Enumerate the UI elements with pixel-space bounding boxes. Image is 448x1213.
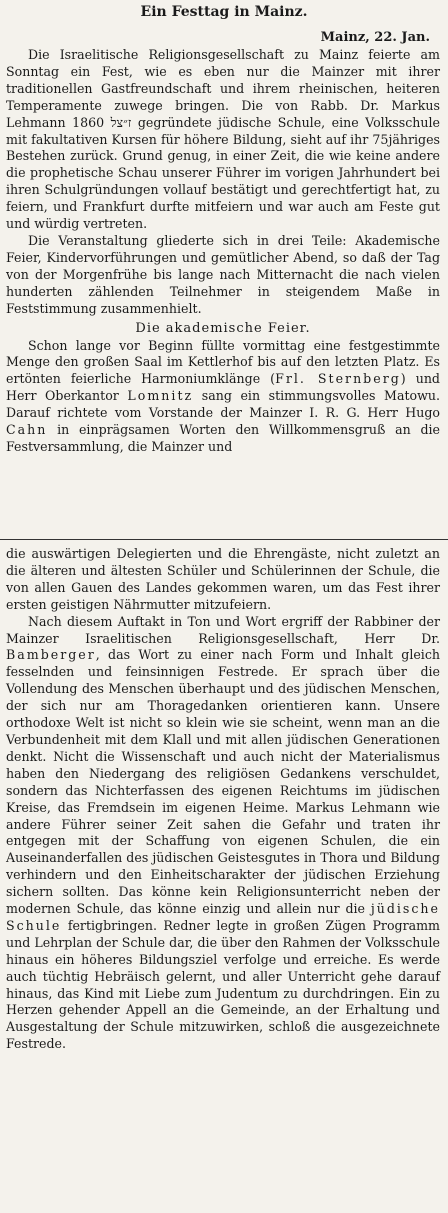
text-run: Nach diesem Auftakt in Ton und Wort ergriff der Rabbiner der Mainzer Israelitischen Religionsgesellschaft, Herr Dr. bbox=[6, 613, 440, 646]
person-name: Cahn bbox=[6, 422, 48, 438]
text-run: fertigbringen. Redner legte in großen Zügen Programm und Lehrplan der Schule dar, die über den Rahmen der Volksschule hinaus ein höheres Bildungsziel verfolge und erreiche. Es werde auch tüchtig Hebräisch gelernt, und aller Unterricht gehe darauf hinaus, das Kind mit Liebe zum Judentum zu durchdringen. Ein zu Herzen gehender Appell an die Gemeinde, an der Erhaltung und Ausgestaltung der Schule mitzuwirken, schloß die ausgezeichnete Festrede. bbox=[6, 917, 440, 1052]
column-divider bbox=[0, 539, 448, 540]
paragraph-ceremony bbox=[6, 338, 440, 456]
text-run: sang ein stimmungsvolles Matowu. Darauf richtete vom Vorstande der Mainzer I. R. G. Herr Hugo bbox=[6, 388, 440, 421]
paragraph-speech bbox=[6, 614, 440, 1054]
person-name: Frl. Sternberg bbox=[275, 371, 401, 387]
text-run: , das Wort zu einer nach Form und Inhalt gleich fesselnden und feinsinnigen Festrede. Er sprach über die Vollendung des Menschen überhaupt und des jüdischen Menschen, der sich nur am Thoragedanken orientieren kann. Unsere orthodoxe Welt ist nicht so klein wie sie scheint, wenn man an die Verbundenheit mit dem Klall und mit allen jüdischen Generationen denkt. Nicht die Wissenschaft und auch nicht der Materialismus haben den Niedergang des religiösen Gedankens verschuldet, sondern das Nichterfassen des eigenen Reichtums im jüdischen Kreise, das Fremdsein im eigenen Heime. Markus Lehmann wie andere Führer seiner Zeit sahen die Gefahr und traten ihr entgegen mit der Schaffung von eigenen Schulen, die ein Auseinanderfallen des jüdischen Geistesgutes in Thora und Bildung verhindern und den Einheitscharakter der jüdischen Erziehung sichern sollten. Das könne kein Religionsunterricht neben der modernen Schule, das könne einzig und allein nur die bbox=[6, 647, 440, 917]
column-top bbox=[6, 47, 440, 456]
article-title: Ein Festtag in Mainz. bbox=[140, 4, 308, 20]
person-name: Bamberger bbox=[6, 647, 96, 663]
person-name: Lomnitz bbox=[127, 388, 194, 404]
text-run: in einprägsamen Worten den Willkommensgruß an die Festversammlung, die Mainzer und bbox=[6, 422, 440, 454]
section-heading: Die akademische Feier. bbox=[135, 320, 311, 336]
paragraph-program: Die Veranstaltung gliederte sich in drei Teile: Akademische Feier, Kindervorführungen und gemütlicher Abend, so daß der Tag von der Morgenfrühe bis lange nach Mitternacht die nach vielen hunderten zählenden Teilnehmer in steigendem Maße in Feststimmung zusammenhielt. bbox=[6, 232, 440, 316]
paragraph-intro: Die Israelitische Religionsgesellschaft zu Mainz feierte am Sonntag ein Fest, wie es eben nur die Mainzer mit ihrer traditionellen Gastfreundschaft und ihrem rheinischen, heiteren Temperamente zuwege bringen. Die von Rabb. Dr. Markus Lehmann ז״צל 1860 gegründete jüdische Schule, eine Volksschule mit fakultativen Kursen für höhere Bildung, sieht auf ihr 75jähriges Bestehen zurück. Grund genug, in einer Zeit, die wie keine andere die prophetische Schau unserer Führer im vorigen Jahrhundert bei ihren Schulgründungen vollauf bestätigt und gerechtfertigt hat, zu feiern, und Frankfurt durfte mitfeiern und war auch am Feste gut und würdig vertreten. bbox=[6, 47, 440, 232]
column-bottom bbox=[6, 546, 440, 1053]
text-run: ) und Herr Oberkantor bbox=[6, 371, 440, 404]
emphasized-text: jüdische Schule bbox=[6, 901, 440, 933]
dateline: Mainz, 22. Jan. bbox=[320, 30, 430, 45]
paragraph-delegates: die auswärtigen Delegierten und die Ehrengäste, nicht zuletzt an die älteren und ältesten Schüler und Schülerinnen der Schule, die von allen Gauen des Landes gekommen waren, um das Fest ihrer ersten geistigen Nährmutter mitzufeiern. bbox=[6, 546, 440, 612]
text-run: Schon lange vor Beginn füllte vormittag eine festgestimmte Menge den großen Saal im Kettlerhof bis auf den letzten Platz. Es ertönten feierliche Harmoniumklänge ( bbox=[6, 337, 440, 387]
